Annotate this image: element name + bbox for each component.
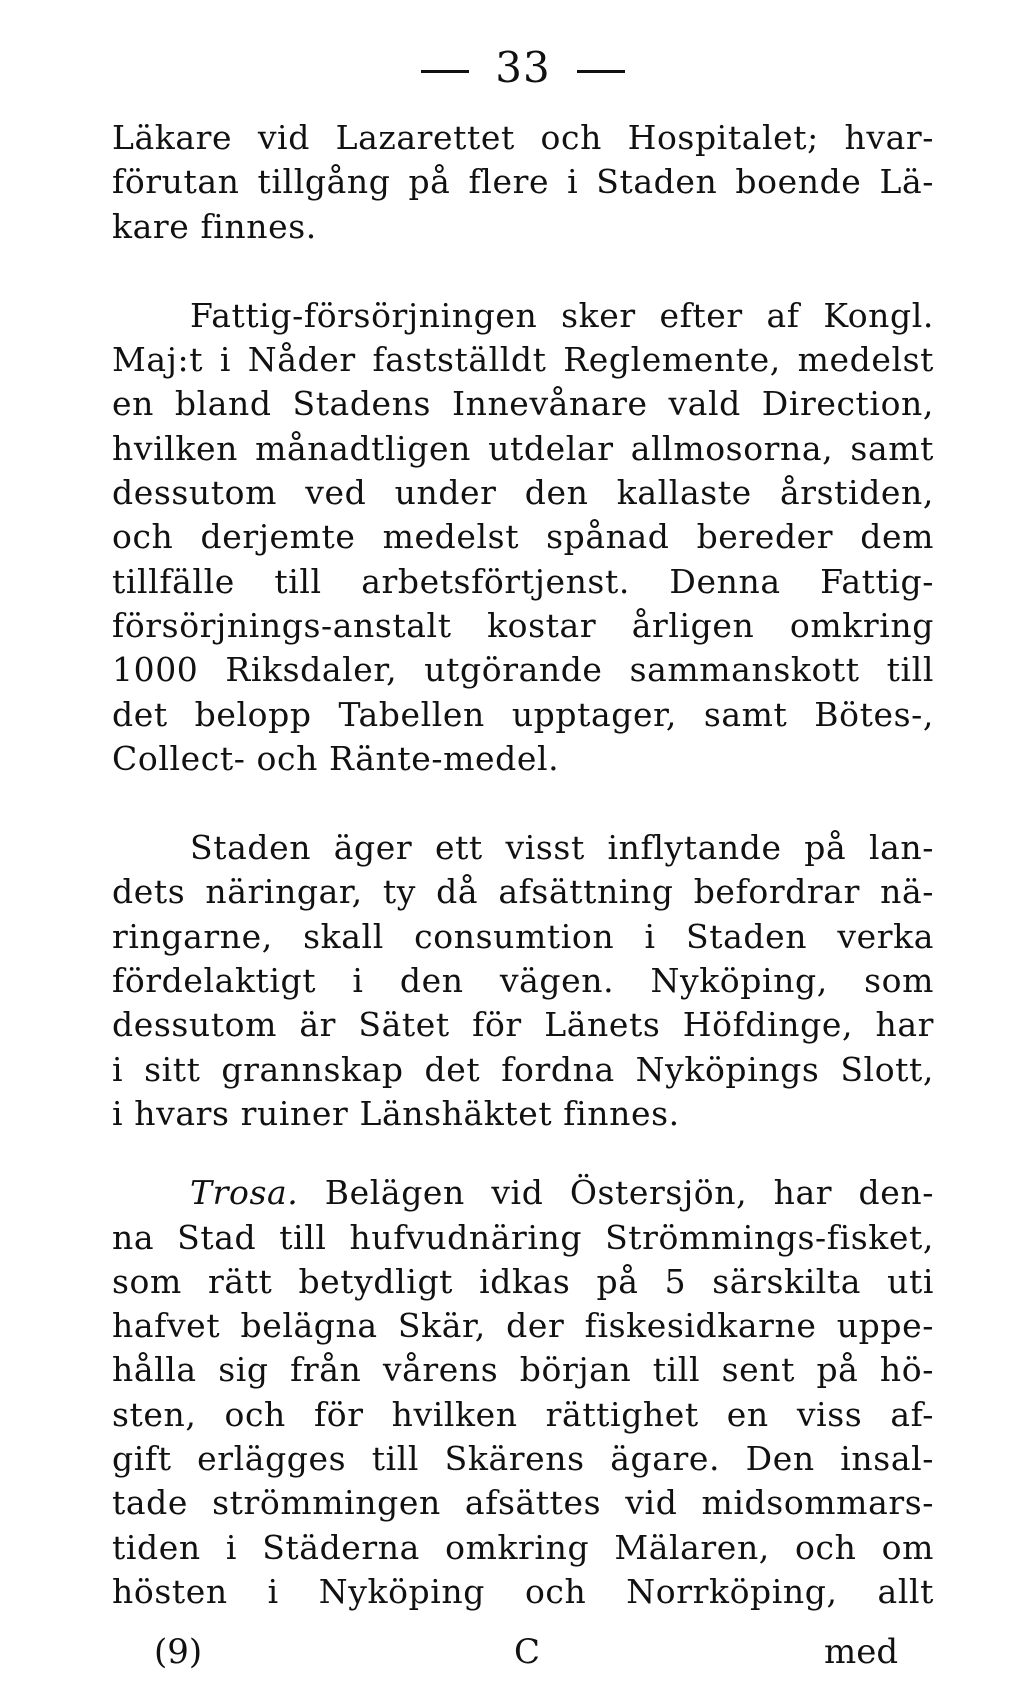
page-number: 33 <box>495 43 551 92</box>
text-line: hålla sig från vårens början till sent på hö- <box>112 1350 934 1390</box>
place-name-trosa: Trosa. <box>190 1173 299 1213</box>
text-line: gift erlägges till Skärens ägare. Den insal- <box>112 1439 934 1479</box>
text-line: 1000 Riksdaler, utgörande sammanskott till <box>112 650 934 690</box>
text-line: na Stad till hufvudnäring Strömmings-fisket, <box>112 1217 934 1257</box>
paragraph-physicians <box>112 116 934 249</box>
text-line: dessutom är Sätet för Länets Höfdinge, har <box>112 1005 934 1045</box>
book-page <box>112 38 934 1614</box>
text-line: i hvars ruiner Länshäktet finnes. <box>112 1093 680 1133</box>
header-dash-left <box>421 70 469 73</box>
text-line: som rätt betydligt idkas på 5 särskilta uti <box>112 1261 934 1301</box>
text-line: en bland Stadens Innevånare vald Direction, <box>112 384 934 424</box>
sheet-letter: C <box>514 1632 541 1672</box>
text-line: försörjnings-anstalt kostar årligen omkring <box>112 605 934 645</box>
paragraph-poor-relief <box>112 294 934 781</box>
text-line-first <box>112 1171 934 1215</box>
text-line: Läkare vid Lazarettet och Hospitalet; hvar- <box>112 118 934 157</box>
text-line: i sitt grannskap det fordna Nyköpings Slott, <box>112 1049 934 1089</box>
text-line: tade strömmingen afsättes vid midsommars- <box>112 1483 934 1523</box>
text-line: dets näringar, ty då afsättning befordrar nä- <box>112 872 934 912</box>
text-line: Staden äger ett visst inflytande på lan- <box>190 828 934 868</box>
text-line: kare finnes. <box>112 206 317 246</box>
text-line: hafvet belägna Skär, der fiskesidkarne uppe- <box>112 1306 934 1346</box>
text-line: hösten i Nyköping och Norrköping, allt <box>112 1571 934 1611</box>
text-line: Collect- och Ränte-medel. <box>112 738 560 778</box>
text-line: ringarne, skall consumtion i Staden verka <box>112 916 934 956</box>
text-line: och derjemte medelst spånad bereder dem <box>112 517 934 557</box>
text-line-rest: Belägen vid Östersjön, har den- <box>298 1173 934 1213</box>
text-line: tillfälle till arbetsförtjenst. Denna Fattig- <box>112 561 934 601</box>
catchword: med <box>824 1632 899 1672</box>
text-line: det belopp Tabellen upptager, samt Bötes-, <box>112 694 934 734</box>
paragraph-trosa <box>112 1171 934 1614</box>
paragraph-trade-influence <box>112 826 934 1136</box>
page-footer <box>154 1628 899 1676</box>
text-line: hvilken månadtligen utdelar allmosorna, samt <box>112 428 934 468</box>
text-line: tiden i Städerna omkring Mälaren, och om <box>112 1527 934 1567</box>
header-dash-right <box>577 70 625 73</box>
text-line: Maj:t i Nåder fastställdt Reglemente, medelst <box>112 340 934 380</box>
text-line: förutan tillgång på flere i Staden boende Lä- <box>112 162 934 202</box>
signature-mark: (9) <box>154 1632 203 1672</box>
text-line: dessutom ved under den kallaste årstiden, <box>112 473 934 513</box>
text-line: Fattig-försörjningen sker efter af Kongl. <box>190 295 934 335</box>
text-line: fördelaktigt i den vägen. Nyköping, som <box>112 961 934 1001</box>
text-line: sten, och för hvilken rättighet en viss af- <box>112 1394 934 1434</box>
page-header <box>112 38 934 98</box>
